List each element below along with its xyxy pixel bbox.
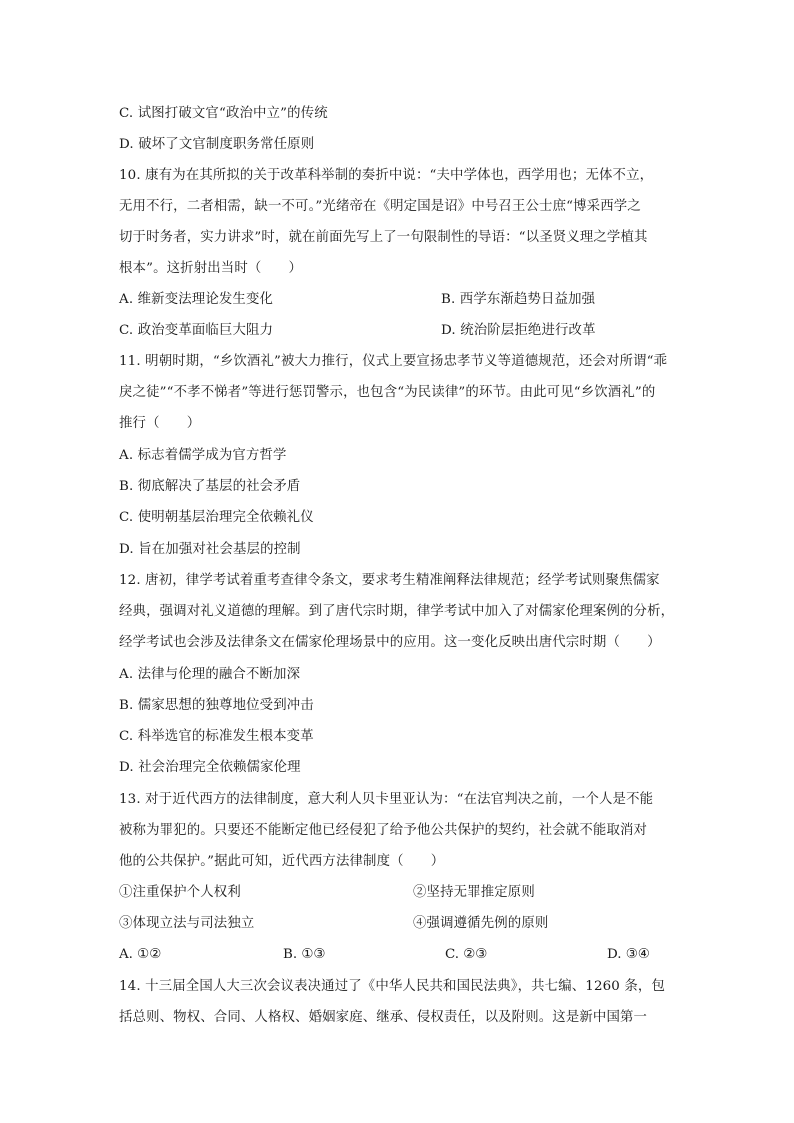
q13-option-a: A. ①② [119,947,162,962]
q10-option-d: D. 统治阶层拒绝进行改革 [441,323,596,338]
q13-option-d: D. ③④ [607,947,650,962]
q14-stem-line-1: 14. 十三届全国人大三次会议表决通过了《中华人民共和国民法典》，共七编、1260 条，包 [119,979,665,994]
q11-option-a: A. 标志着儒学成为官方哲学 [119,448,287,463]
q10-option-b: B. 西学东渐趋势日益加强 [441,292,596,307]
q12-option-c: C. 科举选官的标准发生根本变革 [119,729,314,744]
q11-stem-line-2: 戾之徒”“不孝不悌者”等进行惩罚警示，也包含“为民读律”的环节。由此可见“乡饮酒礼”的 [119,385,656,400]
q13-stem-line-3: 他的公共保护。”据此可知，近代西方法律制度（ ） [119,854,445,869]
q11-option-d: D. 旨在加强对社会基层的控制 [119,542,301,557]
q13-statement-2: ②坚持无罪推定原则 [413,885,535,900]
q9-option-d: D. 破坏了文官制度职务常任原则 [119,137,315,152]
q10-stem-line-1: 10. 康有为在其所拟的关于改革科举制的奏折中说：“夫中学体也，西学用也；无体不立， [119,168,654,183]
q12-option-d: D. 社会治理完全依赖儒家伦理 [119,760,301,775]
q10-stem-line-4: 根本”。这折射出当时（ ） [119,261,303,276]
q11-stem-line-1: 11. 明朝时期，“乡饮酒礼”被大力推行，仪式上要宣扬忠孝节义等道德规范，还会对所谓“乖 [119,354,668,369]
q12-stem-line-1: 12. 唐初，律学考试着重考查律令条文，要求考生精准阐释法律规范；经学考试则聚焦儒家 [119,573,660,588]
q12-stem-line-3: 经学考试也会涉及法律条文在儒家伦理场景中的应用。这一变化反映出唐代宗时期（ ） [119,635,661,650]
q13-statement-4: ④强调遵循先例的原则 [413,916,549,931]
q9-option-c: C. 试图打破文官“政治中立”的传统 [119,106,328,121]
q11-option-b: B. 彻底解决了基层的社会矛盾 [119,479,301,494]
q10-stem-line-3: 切于时务者，实力讲求”时，就在前面先写上了一句限制性的导语：“以圣贤义理之学植其 [119,230,648,245]
q12-stem-line-2: 经典，强调对礼义道德的理解。到了唐代宗时期，律学考试中加入了对儒家伦理案例的分析， [119,604,675,619]
q11-stem-line-3: 推行（ ） [119,416,201,431]
q14-stem-line-2: 括总则、物权、合同、人格权、婚姻家庭、继承、侵权责任，以及附则。这是新中国第一 [119,1010,648,1025]
q13-stem-line-1: 13. 对于近代西方的法律制度，意大利人贝卡里亚认为：“在法官判决之前，一个人是不能 [119,792,654,807]
q10-option-c: C. 政治变革面临巨大阻力 [119,323,274,338]
q12-option-a: A. 法律与伦理的融合不断加深 [119,667,301,682]
q13-option-b: B. ①③ [283,947,326,962]
q13-stem-line-2: 被称为罪犯的。只要还不能断定他已经侵犯了给予他公共保护的契约，社会就不能取消对 [119,823,648,838]
q13-statement-3: ③体现立法与司法独立 [119,916,255,931]
q10-option-a: A. 维新变法理论发生变化 [119,292,274,307]
q13-option-c: C. ②③ [445,947,488,962]
q11-option-c: C. 使明朝基层治理完全依赖礼仪 [119,510,314,525]
q12-option-b: B. 儒家思想的独尊地位受到冲击 [119,698,314,713]
q13-statement-1: ①注重保护个人权利 [119,885,241,900]
q10-stem-line-2: 无用不行，二者相需，缺一不可。”光绪帝在《明定国是诏》中号召王公士庶“博采西学之 [119,199,641,214]
